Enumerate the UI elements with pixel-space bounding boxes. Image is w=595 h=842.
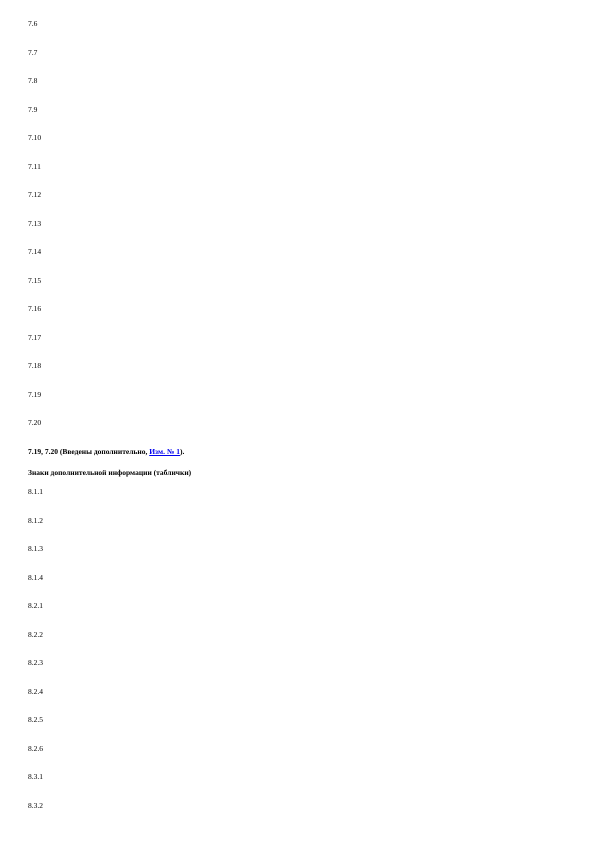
item-number-7-16: 7.16 — [28, 304, 42, 313]
item-number-8-2-3: 8.2.3 — [28, 658, 43, 667]
item-number-8-2-6: 8.2.6 — [28, 744, 43, 753]
item-number-7-19: 7.19 — [28, 390, 42, 399]
item-number-7-7: 7.7 — [28, 48, 38, 57]
item-number-7-14: 7.14 — [28, 247, 42, 256]
item-number-7-11: 7.11 — [28, 162, 41, 171]
item-number-7-8: 7.8 — [28, 76, 38, 85]
item-number-7-12: 7.12 — [28, 190, 42, 199]
item-number-7-17: 7.17 — [28, 333, 42, 342]
item-number-8-3-1: 8.3.1 — [28, 772, 43, 781]
item-number-7-10: 7.10 — [28, 133, 42, 142]
item-number-8-1-2: 8.1.2 — [28, 516, 43, 525]
item-number-7-9: 7.9 — [28, 105, 38, 114]
section-heading: Знаки дополнительной информации (таблички) — [28, 468, 192, 477]
item-number-8-1-4: 8.1.4 — [28, 573, 43, 582]
item-number-8-2-4: 8.2.4 — [28, 687, 43, 696]
item-number-8-2-5: 8.2.5 — [28, 715, 43, 724]
item-number-8-3-2: 8.3.2 — [28, 801, 43, 810]
item-number-8-2-2: 8.2.2 — [28, 630, 43, 639]
amendment-note-suffix: ). — [179, 447, 185, 456]
item-number-7-18: 7.18 — [28, 361, 42, 370]
item-number-8-1-1: 8.1.1 — [28, 487, 43, 496]
amendment-link[interactable]: Изм. № 1 — [149, 447, 180, 456]
amendment-note — [28, 447, 184, 456]
item-number-7-6: 7.6 — [28, 19, 38, 28]
amendment-note-prefix: 7.19, 7.20 (Введены дополнительно, — [28, 447, 150, 456]
item-number-8-2-1: 8.2.1 — [28, 601, 43, 610]
item-number-7-13: 7.13 — [28, 219, 42, 228]
item-number-7-20: 7.20 — [28, 418, 42, 427]
item-number-7-15: 7.15 — [28, 276, 42, 285]
item-number-8-1-3: 8.1.3 — [28, 544, 43, 553]
